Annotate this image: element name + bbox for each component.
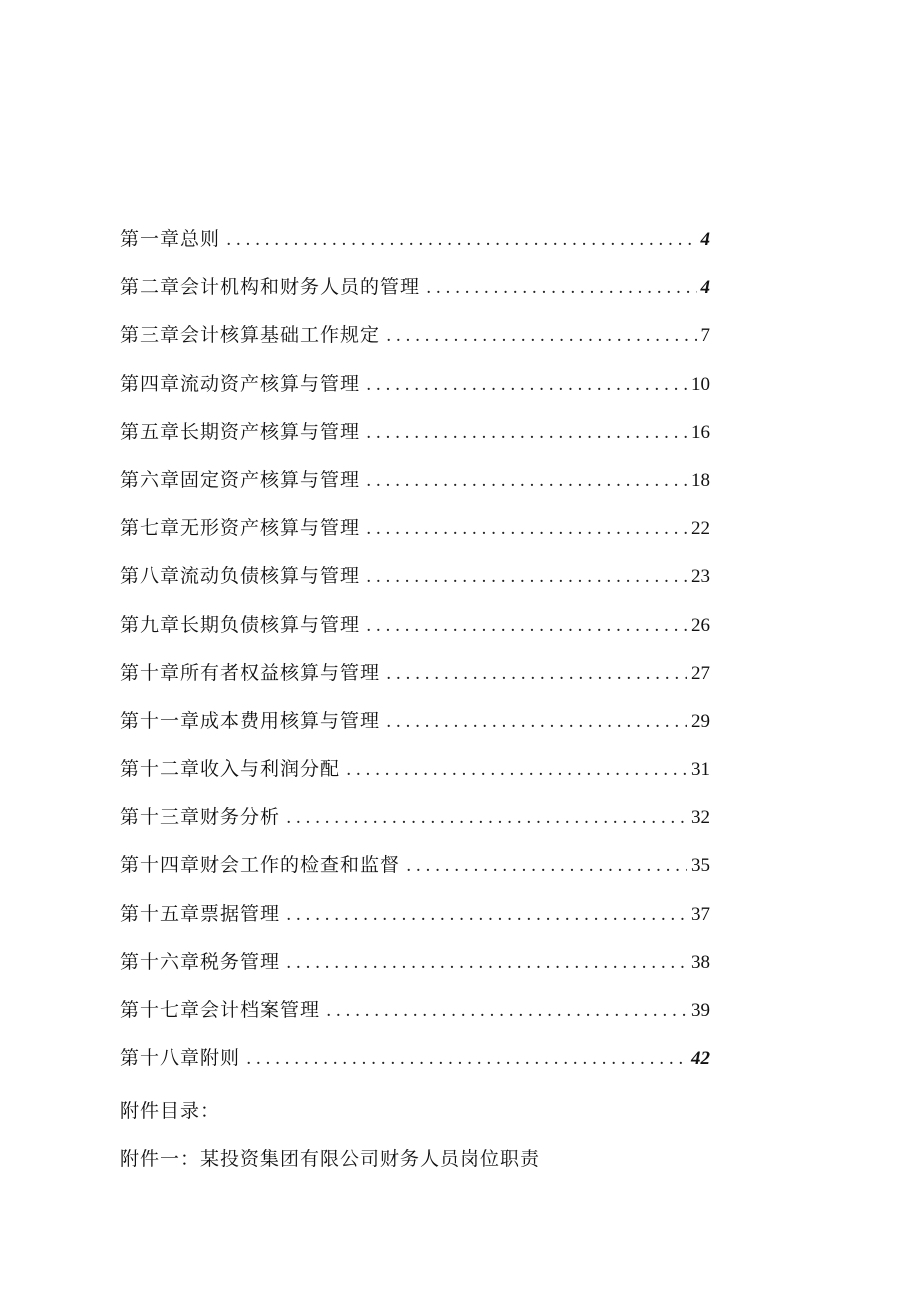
toc-page-number: 27	[691, 662, 710, 684]
toc-entry-title: 第三章会计核算基础工作规定	[120, 324, 381, 347]
toc-page-number: 22	[691, 518, 710, 540]
toc-dot-leader	[426, 271, 696, 305]
toc-entry-title: 第十章所有者权益核算与管理	[120, 661, 381, 684]
toc-entry-title: 第二章会计机构和财务人员的管理	[120, 276, 421, 299]
toc-page-number: 26	[691, 614, 710, 636]
toc-entry[interactable]	[120, 608, 710, 656]
toc-page-number: 39	[691, 1000, 710, 1021]
toc-entry-title: 第六章固定资产核算与管理	[120, 468, 361, 491]
toc-dot-leader	[226, 223, 696, 257]
toc-entry-title: 第十一章成本费用核算与管理	[120, 709, 381, 732]
toc-dot-leader	[286, 801, 687, 835]
toc-page-number: 18	[691, 469, 710, 491]
toc-page-number: 4	[700, 277, 710, 299]
toc-page-number: 37	[691, 903, 710, 925]
toc-dot-leader	[366, 609, 687, 643]
toc-entry[interactable]	[120, 848, 710, 896]
toc-dot-leader	[386, 319, 696, 353]
toc-entry[interactable]	[120, 270, 710, 318]
toc-entry[interactable]	[120, 897, 710, 945]
toc-dot-leader	[386, 705, 687, 739]
toc-dot-leader	[326, 994, 687, 1028]
toc-entry-title: 第十八章附则	[120, 1047, 241, 1070]
toc-page-number: 10	[691, 373, 710, 395]
toc-entry-title: 第十二章收入与利润分配	[120, 758, 341, 781]
toc-page-number: 42	[691, 1048, 710, 1070]
toc-entry-title: 第一章总则	[120, 228, 221, 250]
appendix-heading: 附件目录：	[120, 1100, 221, 1122]
toc-entry[interactable]	[120, 704, 710, 752]
toc-entry-title: 第四章流动资产核算与管理	[120, 372, 361, 395]
appendix-item: 附件一：某投资集团有限公司财务人员岗位职责	[120, 1148, 541, 1170]
toc-page-number: 16	[691, 421, 710, 443]
toc-entry[interactable]	[120, 1041, 710, 1089]
toc-entry-title: 第十三章财务分析	[120, 806, 281, 829]
toc-entry-title: 第七章无形资产核算与管理	[120, 517, 361, 540]
toc-entry-title: 第五章长期资产核算与管理	[120, 420, 361, 443]
toc-page-number: 38	[691, 951, 710, 973]
toc-entry-title: 第九章长期负债核算与管理	[120, 613, 361, 636]
toc-page-number: 32	[691, 807, 710, 829]
toc-page-number: 7	[700, 325, 710, 347]
toc-page-number: 29	[691, 710, 710, 732]
toc-entry-title: 第十五章票据管理	[120, 902, 281, 925]
toc-entry-title: 第十四章财会工作的检查和监督	[120, 854, 401, 877]
toc-dot-leader	[386, 657, 687, 691]
toc-entry[interactable]	[120, 559, 710, 607]
toc-entry-title: 第十六章税务管理	[120, 950, 281, 973]
toc-page-number: 4	[700, 229, 710, 250]
toc-entry-title: 第十七章会计档案管理	[120, 999, 321, 1021]
toc-dot-leader	[346, 753, 687, 787]
toc-entry[interactable]	[120, 945, 710, 993]
toc-entry[interactable]	[120, 415, 710, 463]
toc-page-number: 23	[691, 566, 710, 588]
appendix-section	[120, 1094, 720, 1190]
toc-dot-leader	[246, 1042, 687, 1076]
toc-dot-leader	[366, 368, 687, 402]
toc-dot-leader	[406, 849, 687, 883]
toc-entry[interactable]	[120, 463, 710, 511]
toc-dot-leader	[366, 512, 687, 546]
toc-entry[interactable]	[120, 656, 710, 704]
toc-dot-leader	[286, 898, 687, 932]
toc-entry[interactable]	[120, 800, 710, 848]
toc-dot-leader	[366, 416, 687, 450]
toc-dot-leader	[286, 946, 687, 980]
toc-entry[interactable]	[120, 511, 710, 559]
toc-entry[interactable]	[120, 222, 710, 270]
toc-entry[interactable]	[120, 752, 710, 800]
toc-entry[interactable]	[120, 367, 710, 415]
toc-page-number: 31	[691, 759, 710, 781]
toc-entry[interactable]	[120, 993, 710, 1041]
toc-entry[interactable]	[120, 318, 710, 366]
toc-dot-leader	[366, 560, 687, 594]
table-of-contents	[120, 222, 710, 1089]
toc-entry-title: 第八章流动负债核算与管理	[120, 565, 361, 588]
toc-dot-leader	[366, 464, 687, 498]
toc-page-number: 35	[691, 855, 710, 877]
